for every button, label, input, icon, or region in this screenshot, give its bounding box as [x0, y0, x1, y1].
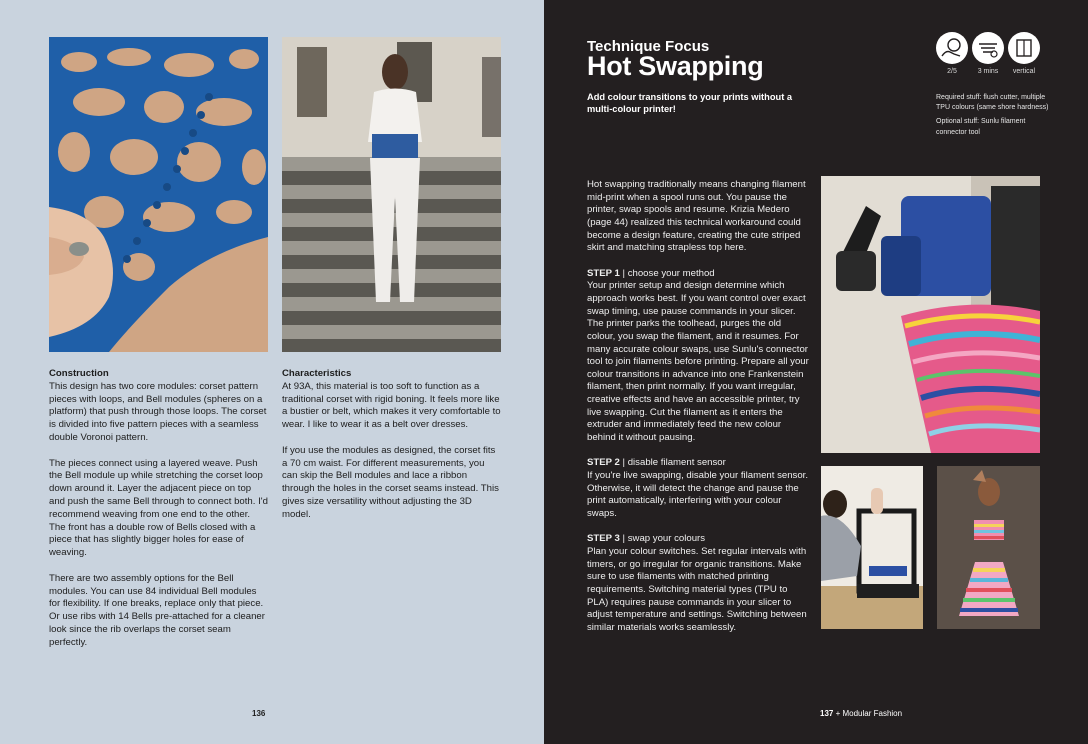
orientation-label: vertical — [1012, 68, 1036, 75]
construction-paragraph: The pieces connect using a layered weave. Push the Bell module up while stretching the corset loop down around it. Layer the adjacent piece on top and push the same Bell through to connect both. I'd recommend weaving from one end to the other. The front has a double row of Bells closed with a piece that has slightly bigger holes for ease of weaving. — [49, 457, 268, 559]
step-1-body: Your printer setup and design determine which approach works best. If you want control over exact swap timing, use pause commands in your slicer. The printer parks the toolhead, purges the old colour, you swap the filament, and it resumes. For many accurate colour swaps, use Sunlu's connector tool to join filaments before printing. Prepare all your colour transitions in advance into one Frankenstein filament, then print normally. If you want irregular, creative effects and have an accessible printer, try live swapping. Cut the filament as it enters the extruder and immediately feed the new colour behind it without pausing. — [587, 280, 809, 444]
intro-paragraph: Hot swapping traditionally means changing filament mid-print when a spool runs out. You pause the printer, swap spools and resume. Krizia Medero (page 44) realized this technical workaround could become a design feature, creating the cute striped skirt and matching strapless top here. — [587, 179, 806, 254]
step-3-title: | swap your colours — [619, 533, 706, 545]
right-page — [544, 0, 1088, 744]
materials-box — [936, 93, 1056, 142]
step-3 — [587, 533, 809, 634]
maker-at-printer-photo — [821, 466, 923, 629]
section-name: Modular Fashion — [842, 709, 903, 718]
characteristics-column — [282, 368, 502, 522]
kicker: Technique Focus — [587, 38, 710, 55]
step-1-title: | choose your method — [619, 267, 715, 279]
time-label: 3 mins — [977, 68, 999, 75]
characteristics-paragraph: At 93A, this material is too soft to function as a traditional corset with rigid boning. It feels more like a bustier or belt, which makes it very comfortable to wear. I like to wear it as a belt over dresses. — [282, 380, 501, 431]
step-1 — [587, 268, 809, 445]
info-badges — [936, 32, 1046, 82]
construction-paragraph: There are two assembly options for the Bell modules. You can use 84 individual Bell modules for flexibility. If one breaks, replace only that piece. Or use ribs with 14 Bells pre-attached for a cleaner look since the rib overlaps the corset seam perfectly. — [49, 572, 265, 648]
standfirst: Add colour transitions to your prints without a multi-colour printer! — [587, 92, 793, 114]
construction-paragraph: This design has two core modules: corset pattern pieces with loops, and Bell modules (spheres on a platform) that push through those loops. The corset is divided into five pattern pieces with a seamless double Voronoi pattern. — [49, 380, 267, 443]
construction-column — [49, 368, 269, 650]
step-3-body: Plan your colour switches. Set regular intervals with timers, or go irregular for organic transitions. Make sure to use filaments with matched printing requirements. Switching material types (TPU to PLA) requires pause commands in your slicer to adjust temperature and settings. Switching between similar materials works seamlessly. — [587, 545, 807, 633]
orientation-icon — [1008, 32, 1040, 64]
model-wearing-corset-photo — [282, 37, 501, 352]
folio-separator: + — [833, 709, 843, 718]
step-3-label: STEP 3 — [587, 533, 620, 545]
construction-heading: Construction — [49, 368, 109, 379]
body-text — [587, 179, 809, 647]
step-1-label: STEP 1 — [587, 267, 620, 279]
step-2 — [587, 457, 809, 520]
characteristics-heading: Characteristics — [282, 368, 352, 379]
step-2-title: | disable filament sensor — [619, 457, 726, 469]
step-2-label: STEP 2 — [587, 457, 620, 469]
folio — [820, 709, 902, 718]
striped-outfit-photo — [937, 466, 1040, 629]
page-number: 137 — [820, 709, 834, 718]
time-icon — [972, 32, 1004, 64]
page-title: Hot Swapping — [587, 51, 764, 81]
difficulty-icon — [936, 32, 968, 64]
required-stuff: Required stuff: flush cutter, multiple TPU colours (same shore hardness) — [936, 94, 1049, 112]
difficulty-label: 2/5 — [947, 68, 957, 75]
optional-stuff: Optional stuff: Sunlu filament connector tool — [936, 118, 1026, 136]
page-number: 136 — [252, 709, 266, 718]
step-2-body: If you're live swapping, disable your filament sensor. Otherwise, it will detect the change and pause the print automatically, interfering with your colour swaps. — [587, 470, 809, 520]
characteristics-paragraph: If you use the modules as designed, the corset fits a 70 cm waist. For different measurements, you can skip the Bell modules and lace a ribbon through the holes in the corset seams instead. This gives size versatility without adjusting the 3D model. — [282, 444, 499, 520]
printer-striped-print-photo — [821, 176, 1040, 453]
corset-lattice-photo — [49, 37, 268, 352]
